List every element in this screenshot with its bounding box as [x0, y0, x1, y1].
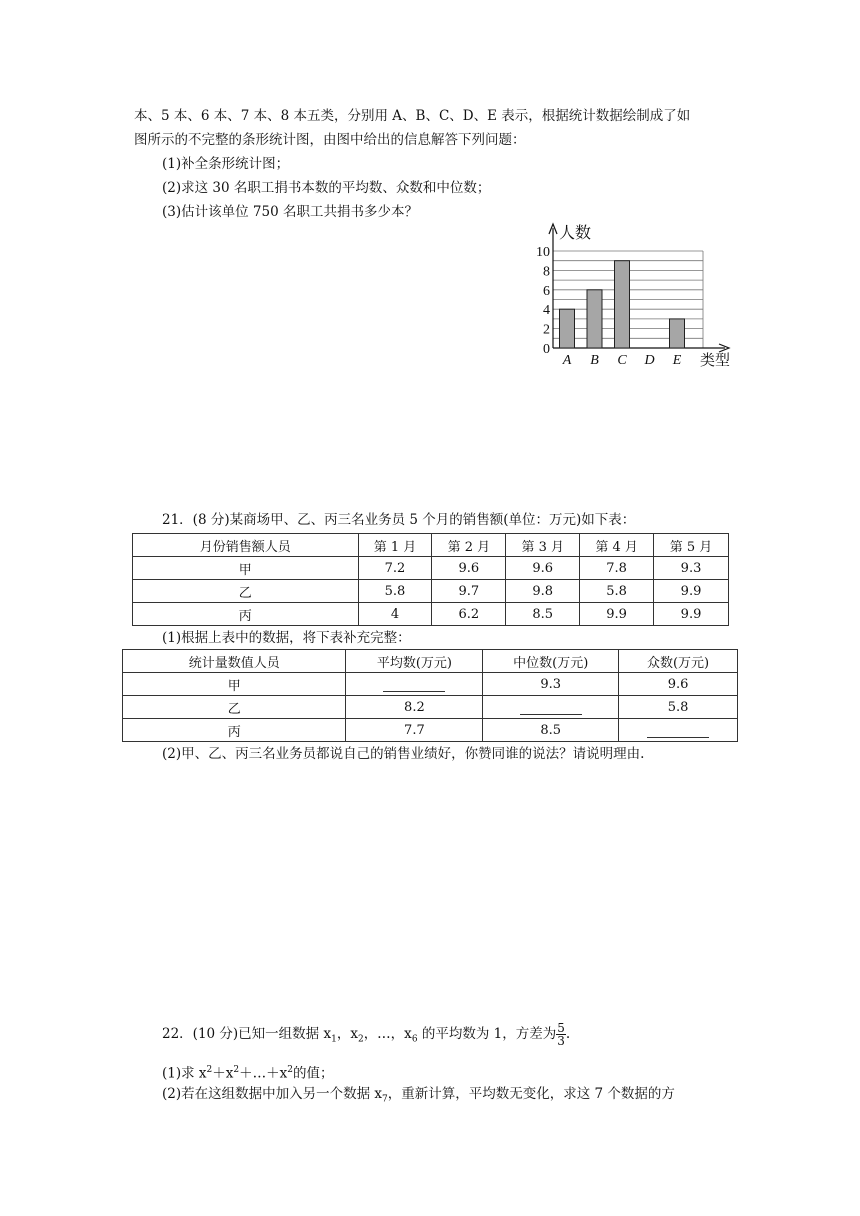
table-cell: 乙 — [123, 696, 346, 719]
table-cell: 丙 — [133, 603, 359, 626]
table-header-row — [123, 650, 738, 673]
x-tick-label: B — [590, 353, 599, 368]
table-cell: 4 — [358, 603, 432, 626]
q22-stem-text: 22．(10 分)已知一组数据 x — [162, 1026, 332, 1042]
table-cell: 5.8 — [358, 580, 432, 603]
table-cell: 7.2 — [358, 557, 432, 580]
intro-line-1: 本、5 本、6 本、7 本、8 本五类，分别用 A、B、C、D、E 表示，根据统计数据绘制成了如 — [134, 108, 691, 124]
q21-stem: 21．(8 分)某商场甲、乙、丙三名业务员 5 个月的销售额(单位：万元)如下表： — [162, 512, 636, 528]
q22-text: (2)若在这组数据中加入另一个数据 x — [162, 1086, 383, 1102]
header-cell: 统计量数值人员 — [123, 650, 346, 673]
subscript: 2 — [357, 1034, 364, 1045]
table-cell: 9.9 — [580, 603, 654, 626]
table-cell: 9.6 — [619, 673, 738, 696]
header-cell: 第 2 月 — [432, 534, 506, 557]
q22-stem — [162, 1020, 570, 1054]
table-cell: 7.8 — [580, 557, 654, 580]
header-cell: 第 5 月 — [654, 534, 729, 557]
table-cell: 8.5 — [483, 719, 619, 742]
table-cell: 9.3 — [654, 557, 729, 580]
subscript: 6 — [411, 1034, 418, 1045]
table-row — [133, 580, 729, 603]
table-row — [123, 719, 738, 742]
answer-blank[interactable] — [647, 723, 709, 738]
header-cell: 中位数(万元) — [483, 650, 619, 673]
fraction-denominator: 3 — [557, 1034, 565, 1048]
superscript: 2 — [287, 1065, 293, 1075]
x-tick-label: C — [617, 353, 627, 368]
q21-part-1: (1)根据上表中的数据，将下表补充完整： — [162, 630, 411, 646]
table-cell: 7.7 — [346, 719, 483, 742]
header-cell: 第 3 月 — [506, 534, 580, 557]
statistics-table — [122, 649, 738, 742]
x-axis-label: 类型 — [700, 351, 731, 369]
x-tick-label: E — [672, 353, 682, 368]
y-tick-label: 2 — [543, 322, 550, 338]
table-cell: 9.6 — [432, 557, 506, 580]
answer-blank-cell[interactable] — [619, 719, 738, 742]
table-header-row — [133, 534, 729, 557]
q22-stem-text: . — [565, 1026, 571, 1042]
table-cell: 9.6 — [506, 557, 580, 580]
y-tick-label: 6 — [543, 283, 550, 299]
table-cell: 9.7 — [432, 580, 506, 603]
question-1: (1)补全条形统计图； — [162, 156, 290, 172]
header-cell: 第 1 月 — [358, 534, 432, 557]
answer-blank[interactable] — [383, 677, 445, 692]
bar-chart — [515, 218, 755, 378]
table-row — [123, 673, 738, 696]
intro-line-2: 图所示的不完整的条形统计图，由图中给出的信息解答下列问题： — [134, 132, 526, 148]
superscript: 2 — [233, 1065, 240, 1075]
q22-stem-text: 的平均数为 1，方差为 — [417, 1026, 557, 1042]
q22-stem-text: ，x — [336, 1026, 358, 1042]
question-2: (2)求这 30 名职工捐书本数的平均数、众数和中位数； — [162, 180, 491, 196]
table-cell: 5.8 — [580, 580, 654, 603]
bar-B — [587, 290, 602, 348]
q22-text: ＋…＋x — [239, 1065, 288, 1082]
variance-fraction — [556, 1022, 566, 1047]
bar-C — [615, 261, 630, 348]
fraction-numerator: 5 — [557, 1021, 565, 1035]
y-tick-label: 10 — [536, 245, 550, 260]
header-cell: 月份销售额人员 — [133, 534, 359, 557]
question-3: (3)估计该单位 750 名职工共捐书多少本？ — [162, 204, 418, 220]
table-row — [123, 696, 738, 719]
q22-part-2 — [162, 1082, 675, 1112]
subscript: 7 — [382, 1094, 388, 1105]
x-tick-label: D — [644, 353, 655, 368]
q22-text: (1)求 x — [162, 1065, 207, 1082]
superscript: 2 — [206, 1065, 213, 1075]
table-row — [133, 557, 729, 580]
table-cell: 5.8 — [619, 696, 738, 719]
table-row — [133, 603, 729, 626]
q22-stem-text: ，…，x — [363, 1026, 412, 1042]
q21-part-2: (2)甲、乙、丙三名业务员都说自己的销售业绩好，你赞同谁的说法？请说明理由. — [162, 746, 645, 762]
q22-text: ＋x — [212, 1065, 234, 1082]
y-tick-label: 4 — [543, 303, 550, 319]
header-cell: 众数(万元) — [619, 650, 738, 673]
subscript: 1 — [331, 1034, 337, 1045]
table-cell: 8.2 — [346, 696, 483, 719]
table-cell: 8.5 — [506, 603, 580, 626]
answer-blank[interactable] — [520, 700, 582, 715]
table-cell: 乙 — [133, 580, 359, 603]
bar-E — [670, 319, 685, 348]
table-cell: 9.9 — [654, 603, 729, 626]
header-cell: 平均数(万元) — [346, 650, 483, 673]
bar-A — [560, 309, 575, 348]
answer-blank-cell[interactable] — [483, 696, 619, 719]
table-cell: 9.8 — [506, 580, 580, 603]
q22-text: 的值； — [292, 1065, 334, 1082]
table-cell: 甲 — [133, 557, 359, 580]
y-tick-label: 0 — [543, 342, 550, 357]
table-cell: 9.3 — [483, 673, 619, 696]
header-cell: 第 4 月 — [580, 534, 654, 557]
x-tick-label: A — [562, 353, 572, 368]
y-tick-label: 8 — [543, 264, 550, 280]
q22-text: ，重新计算，平均数无变化，求这 7 个数据的方 — [387, 1086, 675, 1102]
table-cell: 甲 — [123, 673, 346, 696]
sales-table — [132, 533, 729, 626]
y-axis-label: 人数 — [559, 223, 592, 242]
answer-blank-cell[interactable] — [346, 673, 483, 696]
table-cell: 6.2 — [432, 603, 506, 626]
table-cell: 丙 — [123, 719, 346, 742]
table-cell: 9.9 — [654, 580, 729, 603]
